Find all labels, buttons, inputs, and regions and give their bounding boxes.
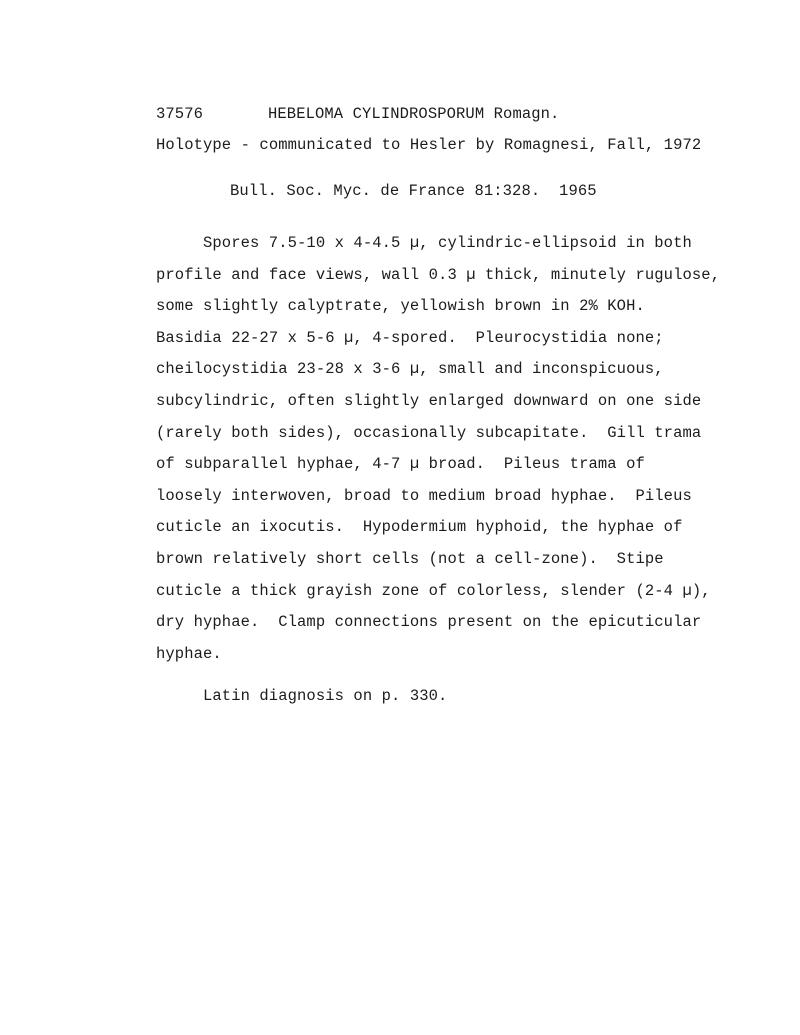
description-line: hyphae. [156, 644, 222, 663]
description-line: (rarely both sides), occasionally subcapitate. Gill trama [156, 423, 702, 442]
description-line: cuticle a thick grayish zone of colorless, slender (2-4 µ), [156, 581, 711, 600]
accession-number: 37576 [156, 105, 204, 123]
description-line: cheilocystidia 23-28 x 3-6 µ, small and inconspicuous, [156, 360, 664, 379]
description-paragraph [156, 228, 756, 670]
description-line: Spores 7.5-10 x 4-4.5 µ, cylindric-ellipsoid in both [203, 234, 692, 252]
description-line: profile and face views, wall 0.3 µ thick, minutely rugulose, [156, 265, 721, 284]
description-line: Basidia 22-27 x 5-6 µ, 4-spored. Pleurocystidia none; [156, 328, 664, 347]
holotype-note: Holotype - communicated to Hesler by Romagnesi, Fall, 1972 [156, 136, 702, 154]
latin-diagnosis-note: Latin diagnosis on p. 330. [203, 687, 448, 705]
citation: Bull. Soc. Myc. de France 81:328. 1965 [230, 182, 597, 200]
description-line: subcylindric, often slightly enlarged downward on one side [156, 391, 702, 410]
description-line: dry hyphae. Clamp connections present on the epicuticular [156, 613, 702, 632]
description-line: brown relatively short cells (not a cell-zone). Stipe [156, 549, 664, 568]
description-line: loosely interwoven, broad to medium broad hyphae. Pileus [156, 486, 692, 505]
description-line: cuticle an ixocutis. Hypodermium hyphoid, the hyphae of [156, 518, 683, 537]
description-line: of subparallel hyphae, 4-7 µ broad. Pileus trama of [156, 455, 645, 474]
species-name: HEBELOMA CYLINDROSPORUM Romagn. [268, 105, 560, 123]
description-line: some slightly calyptrate, yellowish brown in 2% KOH. [156, 297, 645, 316]
